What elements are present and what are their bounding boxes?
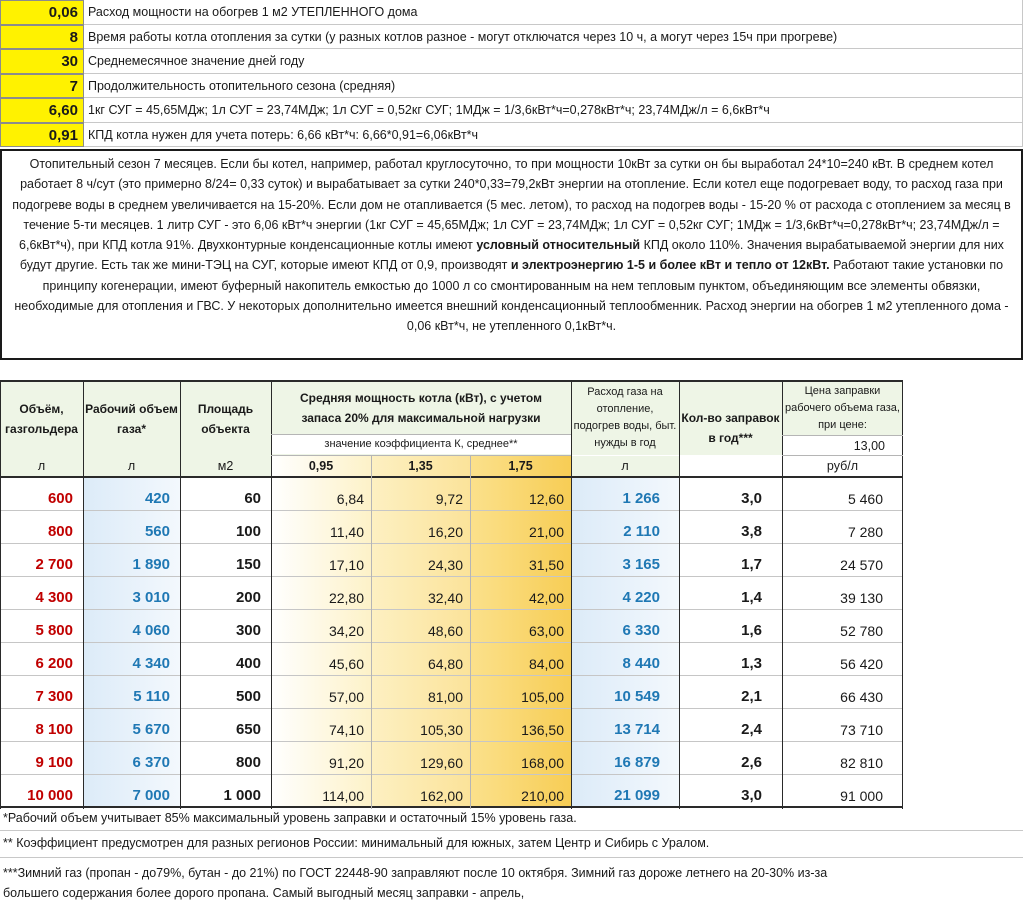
grid-line — [271, 380, 272, 809]
notes-bold-text: и электроэнергию 1-5 и более кВт и тепло от 12кВт. — [510, 258, 830, 273]
unit-gas: л — [571, 456, 679, 476]
cell-working: 6 370 — [132, 754, 170, 771]
cell-power-mid: 162,00 — [420, 788, 463, 804]
cell-power-high: 168,00 — [521, 755, 564, 771]
cell-working: 420 — [144, 490, 170, 507]
cell-volume: 600 — [47, 490, 73, 507]
cell-price: 66 430 — [840, 689, 883, 705]
grid-line — [902, 380, 903, 809]
footnote-divider — [0, 857, 1023, 858]
cell-area: 800 — [235, 754, 261, 771]
cell-gas: 6 330 — [622, 622, 660, 639]
cell-refills: 3,0 — [741, 490, 762, 507]
coef-value: 0,95 — [271, 456, 371, 476]
cell-power-mid: 16,20 — [427, 524, 463, 540]
header-price: Цена заправки рабочего объема газа, при цене: — [785, 384, 900, 431]
cell-price: 5 460 — [847, 491, 883, 507]
header-gas: Расход газа на отопление, подогрев воды, быт. нужды в год — [573, 386, 677, 449]
param-label: Время работы котла отопления за сутки (у разных котлов разное - могут отключатся через 10 ч, а могут через 15ч при прогреве) — [84, 25, 1023, 50]
cell-working: 4 060 — [132, 622, 170, 639]
cell-power-high: 105,00 — [521, 689, 564, 705]
cell-power-mid: 81,00 — [427, 689, 463, 705]
cell-price: 91 000 — [840, 788, 883, 804]
cell-price: 82 810 — [840, 755, 883, 771]
cell-gas: 4 220 — [622, 589, 660, 606]
cell-area: 150 — [235, 556, 261, 573]
cell-price: 56 420 — [840, 656, 883, 672]
header-price-value: 13,00 — [782, 436, 903, 455]
param-label: 1кг СУГ = 45,65МДж; 1л СУГ = 23,74МДж; 1л СУГ = 0,52кг СУГ; 1МДж = 1/3,6кВт*ч=0,278кВт*ч; 23,74МДж/л = 6,6кВт*ч — [84, 98, 1023, 123]
cell-working: 5 110 — [133, 688, 170, 705]
cell-working: 7 000 — [132, 787, 170, 804]
param-value: 6,60 — [0, 98, 84, 123]
table-row — [0, 643, 903, 676]
cell-price: 7 280 — [847, 524, 883, 540]
cell-power-low: 91,20 — [328, 755, 364, 771]
cell-power-low: 45,60 — [328, 656, 364, 672]
cell-volume: 5 800 — [35, 622, 73, 639]
table-row — [0, 577, 903, 610]
param-label: Среднемесячное значение дней году — [84, 49, 1023, 74]
param-row — [0, 74, 1023, 99]
unit-working: л — [127, 459, 136, 473]
cell-area: 300 — [235, 622, 261, 639]
cell-power-mid: 48,60 — [427, 623, 463, 639]
coef-value: 1,75 — [470, 456, 571, 476]
grid-line — [679, 380, 680, 809]
cell-price: 39 130 — [840, 590, 883, 606]
notes-paragraph — [0, 149, 1023, 360]
footnote-coefficient: ** Коэффициент предусмотрен для разных регионов России: минимальный для южных, затем Центр и Сибирь с Уралом. — [3, 836, 710, 850]
cell-volume: 10 000 — [27, 787, 73, 804]
cell-refills: 3,0 — [741, 787, 762, 804]
cell-refills: 1,6 — [741, 622, 762, 639]
cell-power-low: 17,10 — [328, 557, 364, 573]
table-row — [0, 709, 903, 742]
cell-power-high: 84,00 — [528, 656, 564, 672]
cell-area: 500 — [235, 688, 261, 705]
table-row — [0, 511, 903, 544]
cell-power-mid: 24,30 — [427, 557, 463, 573]
cell-power-mid: 64,80 — [427, 656, 463, 672]
cell-gas: 13 714 — [614, 721, 660, 738]
param-label: Расход мощности на обогрев 1 м2 УТЕПЛЕННОГО дома — [84, 0, 1023, 25]
cell-working: 4 340 — [132, 655, 170, 672]
cell-volume: 800 — [47, 523, 73, 540]
grid-line — [0, 380, 1, 809]
header-power: Средняя мощность котла (кВт), с учетом запаса 20% для максимальной нагрузки — [300, 391, 542, 425]
cell-power-mid: 105,30 — [420, 722, 463, 738]
param-value: 30 — [0, 49, 84, 74]
cell-area: 1 000 — [223, 787, 261, 804]
table-row — [0, 610, 903, 643]
footnote-winter-gas: ***Зимний газ (пропан - до79%, бутан - до 21%) по ГОСТ 22448-90 заправляют после 10 октября. Зимний газ дороже летнего на 20-30% из-за — [3, 866, 828, 880]
header-refills: Кол-во заправок в год*** — [681, 411, 780, 445]
cell-volume: 9 100 — [35, 754, 73, 771]
grid-line — [782, 435, 903, 436]
param-row — [0, 25, 1023, 50]
cell-refills: 1,4 — [741, 589, 762, 606]
cell-area: 650 — [235, 721, 261, 738]
cell-working: 1 890 — [132, 556, 170, 573]
cell-power-high: 63,00 — [528, 623, 564, 639]
param-row — [0, 123, 1023, 148]
footnote-working-volume: *Рабочий объем учитывает 85% максимальный уровень заправки и остаточный 15% уровень газа. — [3, 811, 577, 825]
cell-price: 52 780 — [840, 623, 883, 639]
cell-power-low: 34,20 — [328, 623, 364, 639]
cell-power-low: 57,00 — [328, 689, 364, 705]
table-row — [0, 775, 903, 808]
grid-line — [83, 380, 84, 809]
param-value: 7 — [0, 74, 84, 99]
param-label: КПД котла нужен для учета потерь: 6,66 кВт*ч: 6,66*0,91=6,06кВт*ч — [84, 123, 1023, 148]
notes-text: Отопительный сезон 7 месяцев. Если бы котел, например, работал круглосуточно, то при мощности 10кВт за сутки он бы выработал 24*10=240 кВт. В среднем котел работает 8 ч/сут (это примерно 8/24= 0,33 суток) и вырабатывает за сутки 240*0,33=79,2кВт энергии на отопление. Если котел еще подогревает воду, то расход газа при подогреве воды в среднем увеличивается на 15-20%. Если дом не отапливается (5 мес. летом), то расход на подогрев воды - 15-20 % от расхода с отоплением за месяц в течение 5-ти месяцев. 1 литр СУГ - это 6,06 кВт*ч энергии (1кг СУГ = 45,65МДж; 1л СУГ = 23,74МДж; 1л СУГ = 0,52кг СУГ; 1МДж = 1/3,6кВт*ч=0,278кВт*ч; 23,74МДж/л = 6,6кВт*ч), при КПД котла 91%. Двухконтурные конденсационные котлы имеют — [12, 157, 1011, 253]
cell-power-mid: 32,40 — [427, 590, 463, 606]
cell-gas: 1 266 — [622, 490, 660, 507]
parameters-block — [0, 0, 1023, 147]
cell-gas: 10 549 — [614, 688, 660, 705]
cell-refills: 3,8 — [741, 523, 762, 540]
coef-value: 1,35 — [371, 456, 470, 476]
cell-gas: 16 879 — [614, 754, 660, 771]
table-row — [0, 544, 903, 577]
param-label: Продолжительность отопительного сезона (средняя) — [84, 74, 1023, 99]
cell-gas: 8 440 — [622, 655, 660, 672]
cell-volume: 6 200 — [35, 655, 73, 672]
cell-power-high: 210,00 — [521, 788, 564, 804]
cell-volume: 2 700 — [35, 556, 73, 573]
table-row — [0, 676, 903, 709]
grid-line — [470, 456, 471, 809]
cell-refills: 1,3 — [741, 655, 762, 672]
cell-working: 3 010 — [132, 589, 170, 606]
param-row — [0, 98, 1023, 123]
param-value: 8 — [0, 25, 84, 50]
table-row — [0, 742, 903, 775]
cell-area: 200 — [235, 589, 261, 606]
cell-volume: 8 100 — [35, 721, 73, 738]
notes-bold-text: условный относительный — [476, 238, 641, 253]
table-row — [0, 478, 903, 511]
cell-area: 100 — [235, 523, 261, 540]
cell-power-high: 31,50 — [528, 557, 564, 573]
cell-volume: 4 300 — [35, 589, 73, 606]
cell-working: 5 670 — [132, 721, 170, 738]
grid-line — [271, 455, 571, 456]
notes-text: Работают такие установки по принципу когенерации, имеют буферный накопитель емкостью до 1000 л со смонтированным на нем тепловым пунктом, объединяющим все элементы обвязки, необходимые для отопления и ГВС. У некоторых дополнительно имеется внешний конденсационный теплообменник. Расход энергии на обогрев 1 м2 утепленного дома - 0,06 кВт*ч, не утепленного 0,1кВт*ч. — [14, 258, 1009, 334]
cell-power-low: 74,10 — [328, 722, 364, 738]
footnote-winter-gas-cont: большего содержания более дорого пропана. Самый выгодный месяц заправки - апрель, — [3, 886, 525, 900]
cell-power-high: 12,60 — [528, 491, 564, 507]
table-top-border — [0, 380, 903, 382]
cell-volume: 7 300 — [35, 688, 73, 705]
header-area: Площадь объекта — [197, 402, 254, 436]
cell-power-low: 114,00 — [322, 788, 364, 804]
cell-price: 24 570 — [840, 557, 883, 573]
cell-power-high: 136,50 — [521, 722, 564, 738]
unit-volume: л — [37, 459, 46, 473]
cell-area: 400 — [235, 655, 261, 672]
cell-power-mid: 9,72 — [435, 491, 463, 507]
grid-line — [371, 456, 372, 809]
param-value: 0,06 — [0, 0, 84, 25]
grid-line — [782, 455, 903, 456]
cell-gas: 21 099 — [614, 787, 660, 804]
cell-power-low: 11,40 — [330, 524, 364, 540]
header-coef-label: значение коэффициента К, среднее** — [271, 434, 571, 454]
cell-power-high: 21,00 — [528, 524, 564, 540]
param-row — [0, 0, 1023, 25]
gas-consumption-table — [0, 380, 903, 809]
cell-gas: 3 165 — [622, 556, 660, 573]
grid-line — [782, 380, 783, 809]
param-value: 0,91 — [0, 123, 84, 148]
grid-line — [180, 380, 181, 809]
unit-area: м2 — [217, 459, 234, 473]
cell-gas: 2 110 — [623, 523, 660, 540]
cell-refills: 2,4 — [741, 721, 762, 738]
cell-working: 560 — [144, 523, 170, 540]
header-volume: Объём, газгольдера — [5, 402, 78, 436]
cell-area: 60 — [244, 490, 261, 507]
cell-power-mid: 129,60 — [420, 755, 463, 771]
cell-power-low: 22,80 — [328, 590, 364, 606]
cell-refills: 2,6 — [741, 754, 762, 771]
cell-refills: 2,1 — [741, 688, 762, 705]
header-working-volume: Рабочий объем газа* — [85, 402, 178, 436]
grid-line — [571, 380, 572, 809]
unit-price: руб/л — [826, 459, 859, 473]
cell-power-low: 6,84 — [336, 491, 364, 507]
cell-power-high: 42,00 — [528, 590, 564, 606]
param-row — [0, 49, 1023, 74]
notes-text: КПД около 110%. Значения вырабатываемой энергии для них будут другие. Есть так же мини-ТЭЦ на СУГ, которые имеют КПД от 0,9, производят — [19, 238, 1004, 273]
cell-price: 73 710 — [840, 722, 883, 738]
footnote-divider — [0, 830, 1023, 831]
cell-refills: 1,7 — [741, 556, 762, 573]
grid-line — [271, 434, 571, 435]
